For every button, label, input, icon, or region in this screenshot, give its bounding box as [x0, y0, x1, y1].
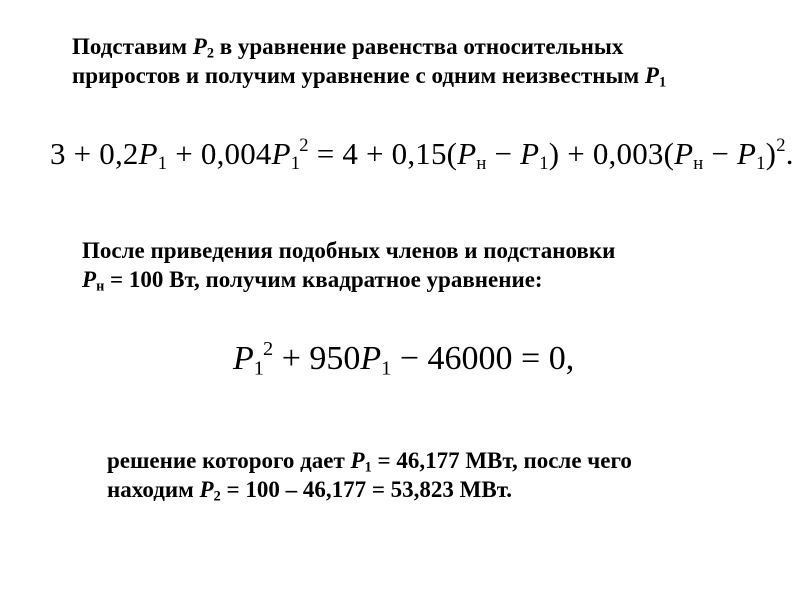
- subscript: 1: [658, 74, 667, 91]
- subscript: 1: [253, 357, 264, 380]
- var-p: P: [138, 136, 158, 171]
- eq-term: ): [765, 136, 777, 171]
- var-p: P: [192, 34, 207, 59]
- paragraph-solution: [107, 446, 747, 504]
- var-p: P: [737, 136, 757, 171]
- equation-quadratic: [233, 337, 575, 380]
- var-p: P: [350, 448, 365, 473]
- text: Подставим: [72, 34, 193, 59]
- var-p: P: [674, 136, 694, 171]
- text: находим: [107, 477, 200, 502]
- line: [82, 265, 732, 294]
- eq-term: + 950: [273, 340, 361, 377]
- subscript: 1: [157, 153, 168, 175]
- subscript: н: [476, 153, 487, 175]
- line: [107, 475, 747, 504]
- var-p: P: [644, 63, 659, 88]
- text: решение которого дает: [107, 448, 351, 473]
- subscript: 1: [381, 357, 392, 380]
- text: = 46,177 МВт, после чего: [371, 448, 632, 473]
- eq-term: − 46000 = 0,: [391, 340, 575, 377]
- eq-term: = 4 + 0,15(: [308, 136, 458, 171]
- var-p: P: [233, 340, 254, 377]
- var-p: P: [271, 136, 291, 171]
- subscript: 1: [756, 153, 766, 175]
- var-p: P: [82, 267, 97, 292]
- var-p: P: [457, 136, 477, 171]
- subscript: 1: [539, 153, 549, 175]
- var-p: P: [199, 477, 214, 502]
- subscript: н: [693, 153, 704, 175]
- var-p: P: [520, 136, 540, 171]
- equation-relative-increments: [50, 134, 794, 175]
- subscript: 2: [213, 488, 221, 505]
- subscript: 2: [206, 45, 214, 62]
- text: = 100 Вт, получим квадратное уравнение:: [104, 267, 543, 292]
- eq-term: ) + 0,003(: [548, 136, 675, 171]
- superscript: 2: [299, 134, 309, 156]
- eq-term: 3 + 0,2: [50, 136, 139, 171]
- eq-term: + 0,004: [167, 136, 272, 171]
- eq-term: .: [785, 136, 794, 171]
- paragraph-reduction: [82, 236, 732, 294]
- eq-term: −: [703, 136, 738, 171]
- subscript: н: [96, 278, 105, 295]
- line: После приведения подобных членов и подстановки: [82, 238, 616, 263]
- var-p: P: [360, 340, 382, 377]
- subscript: 1: [290, 153, 301, 175]
- eq-term: −: [486, 136, 521, 171]
- line: [107, 446, 747, 475]
- paragraph-substitution: [72, 32, 737, 90]
- subscript: 1: [364, 459, 372, 476]
- superscript: 2: [776, 134, 786, 156]
- text: в уравнение равенства относительных приростов и получим уравнение с одним неизвестным: [72, 34, 645, 88]
- text: = 100 – 46,177 = 53,823 МВт.: [220, 477, 513, 502]
- superscript: 2: [262, 337, 274, 360]
